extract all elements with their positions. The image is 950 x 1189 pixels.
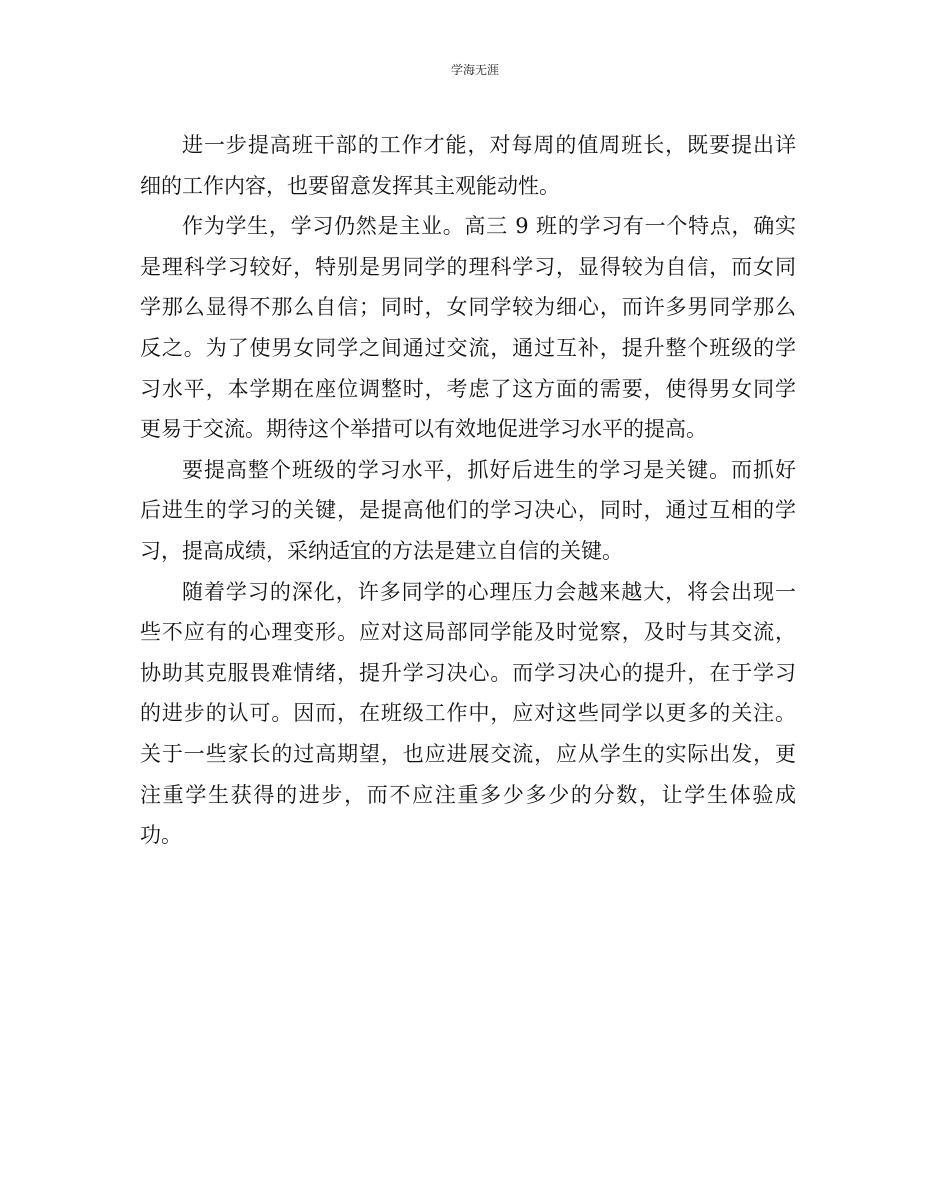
text-line: 细的工作内容，也要留意发挥其主观能动性。: [140, 173, 560, 198]
text-line: 功。: [140, 823, 182, 848]
paragraph-4: [140, 572, 796, 856]
paragraph-3: [140, 450, 796, 572]
text-line: 后进生的学习的关键，是提高他们的学习决心，同时，通过互相的学: [140, 498, 796, 523]
document-body: [140, 125, 796, 856]
text-line: 反之。为了使男女同学之间通过交流，通过互补，提升整个班级的学: [140, 335, 796, 360]
text-line: 随着学习的深化，许多同学的心理压力会越来越大，将会出现一: [182, 579, 796, 604]
text-line: 要提高整个班级的学习水平，抓好后进生的学习是关键。而抓好: [182, 457, 796, 482]
text-line: 学那么显得不那么自信；同时，女同学较为细心，而许多男同学那么: [140, 295, 796, 320]
text-line: 更易于交流。期待这个举措可以有效地促进学习水平的提高。: [140, 417, 707, 442]
text-line: 习水平，本学期在座位调整时，考虑了这方面的需要，使得男女同学: [140, 376, 796, 401]
text-line: 的进步的认可。因而，在班级工作中，应对这些同学以更多的关注。: [140, 701, 796, 726]
text-line: 些不应有的心理变形。应对这局部同学能及时觉察，及时与其交流，: [140, 620, 796, 645]
text-line: 习，提高成绩，采纳适宜的方法是建立自信的关键。: [140, 538, 623, 563]
paragraph-1: [140, 125, 796, 206]
text-line: 作为学生，学习仍然是主业。高三 9 班的学习有一个特点，确实: [182, 214, 796, 239]
page-header: [0, 62, 950, 78]
text-line: 是理科学习较好，特别是男同学的理科学习，显得较为自信，而女同: [140, 254, 796, 279]
text-line: 注重学生获得的进步，而不应注重多少多少的分数，让学生体验成: [140, 782, 796, 807]
text-line: 进一步提高班干部的工作才能，对每周的值周班长，既要提出详: [182, 133, 796, 157]
page-header-title: 学海无涯: [450, 63, 499, 77]
text-line: 协助其克服畏难情绪，提升学习决心。而学习决心的提升，在于学习: [140, 660, 796, 685]
paragraph-2: [140, 206, 796, 450]
text-line: 关于一些家长的过高期望，也应进展交流，应从学生的实际出发，更: [140, 741, 796, 766]
